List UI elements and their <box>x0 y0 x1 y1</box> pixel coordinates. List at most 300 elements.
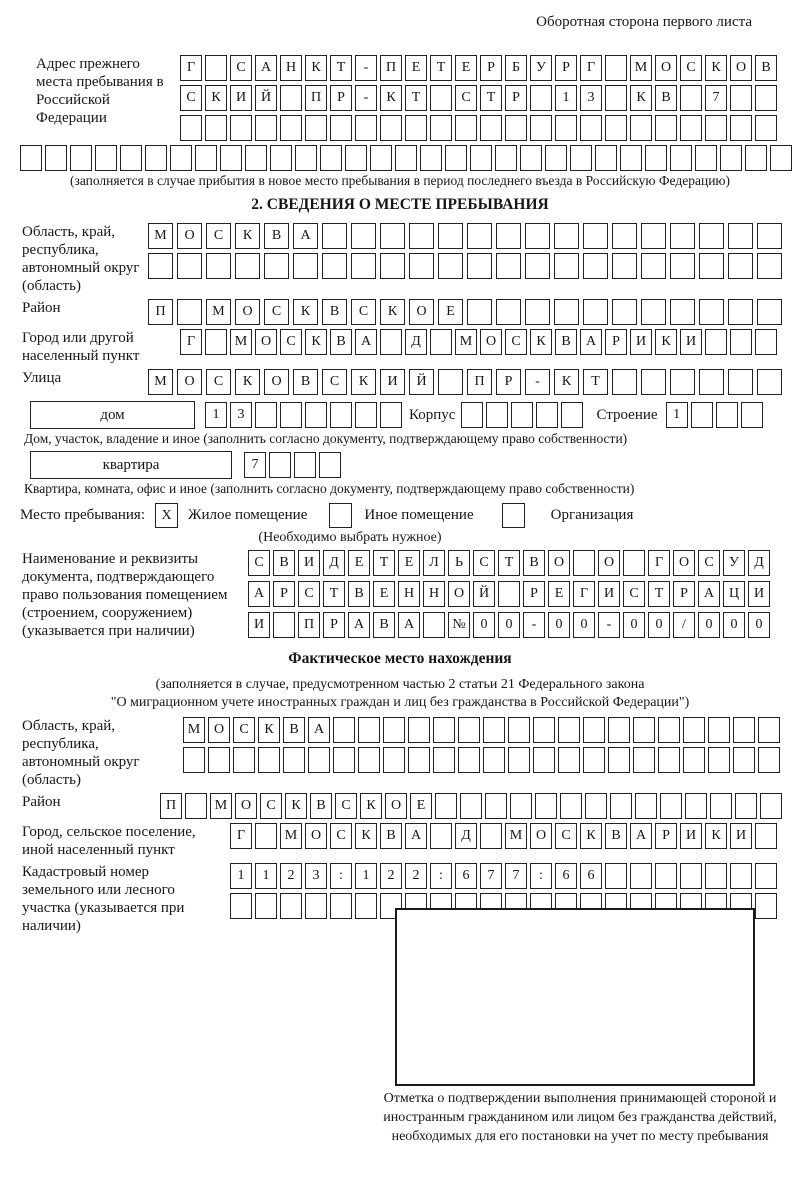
char-cell[interactable]: И <box>630 329 652 355</box>
char-cell[interactable]: 0 <box>698 612 720 638</box>
char-cell[interactable] <box>295 145 317 171</box>
char-cell[interactable]: М <box>206 299 231 325</box>
char-cell[interactable] <box>728 253 753 279</box>
char-cell[interactable] <box>757 253 782 279</box>
char-cell[interactable]: Д <box>455 823 477 849</box>
char-cell[interactable]: С <box>206 223 231 249</box>
char-cell[interactable] <box>185 793 207 819</box>
char-cell[interactable] <box>545 145 567 171</box>
char-cell[interactable]: Е <box>410 793 432 819</box>
char-cell[interactable] <box>605 85 627 111</box>
char-cell[interactable] <box>177 253 202 279</box>
char-cell[interactable] <box>405 115 427 141</box>
char-cell[interactable] <box>558 717 580 743</box>
char-cell[interactable]: Е <box>373 581 395 607</box>
char-cell[interactable] <box>633 717 655 743</box>
char-cell[interactable] <box>380 115 402 141</box>
char-cell[interactable] <box>755 115 777 141</box>
char-cell[interactable]: Й <box>255 85 277 111</box>
char-cell[interactable] <box>755 329 777 355</box>
char-cell[interactable]: 0 <box>723 612 745 638</box>
char-cell[interactable] <box>383 747 405 773</box>
char-cell[interactable] <box>511 402 533 428</box>
char-cell[interactable] <box>554 299 579 325</box>
char-cell[interactable]: 6 <box>580 863 602 889</box>
char-cell[interactable]: А <box>293 223 318 249</box>
char-cell[interactable] <box>438 253 463 279</box>
char-cell[interactable] <box>430 115 452 141</box>
char-cell[interactable] <box>205 55 227 81</box>
char-cell[interactable]: С <box>280 329 302 355</box>
char-cell[interactable]: Р <box>655 823 677 849</box>
char-cell[interactable]: М <box>505 823 527 849</box>
char-cell[interactable] <box>735 793 757 819</box>
char-cell[interactable]: С <box>264 299 289 325</box>
char-cell[interactable]: С <box>330 823 352 849</box>
checkbox-organization[interactable] <box>502 503 525 528</box>
char-cell[interactable] <box>496 299 521 325</box>
char-cell[interactable] <box>660 793 682 819</box>
char-cell[interactable]: А <box>580 329 602 355</box>
char-cell[interactable]: В <box>273 550 295 576</box>
char-cell[interactable] <box>273 612 295 638</box>
char-cell[interactable]: - <box>598 612 620 638</box>
char-cell[interactable]: С <box>260 793 282 819</box>
char-cell[interactable] <box>755 893 777 919</box>
char-cell[interactable]: 0 <box>573 612 595 638</box>
char-cell[interactable] <box>730 863 752 889</box>
char-cell[interactable] <box>630 115 652 141</box>
char-cell[interactable] <box>145 145 167 171</box>
char-cell[interactable] <box>205 115 227 141</box>
char-cell[interactable]: Д <box>405 329 427 355</box>
char-cell[interactable]: И <box>248 612 270 638</box>
char-cell[interactable]: Г <box>648 550 670 576</box>
char-cell[interactable]: К <box>205 85 227 111</box>
char-cell[interactable] <box>320 145 342 171</box>
char-cell[interactable]: О <box>235 299 260 325</box>
char-cell[interactable] <box>467 223 492 249</box>
char-cell[interactable]: С <box>555 823 577 849</box>
char-cell[interactable]: Д <box>748 550 770 576</box>
char-cell[interactable] <box>708 717 730 743</box>
char-cell[interactable] <box>585 793 607 819</box>
char-cell[interactable]: О <box>598 550 620 576</box>
char-cell[interactable]: 3 <box>305 863 327 889</box>
char-cell[interactable] <box>630 863 652 889</box>
char-cell[interactable] <box>699 223 724 249</box>
char-cell[interactable] <box>554 223 579 249</box>
char-cell[interactable]: Р <box>496 369 521 395</box>
char-cell[interactable] <box>755 85 777 111</box>
char-cell[interactable] <box>233 747 255 773</box>
char-cell[interactable] <box>409 223 434 249</box>
char-cell[interactable]: Б <box>505 55 527 81</box>
char-cell[interactable] <box>633 747 655 773</box>
char-cell[interactable] <box>255 402 277 428</box>
char-cell[interactable] <box>330 893 352 919</box>
char-cell[interactable]: Т <box>373 550 395 576</box>
char-cell[interactable] <box>530 115 552 141</box>
char-cell[interactable] <box>612 369 637 395</box>
char-cell[interactable]: М <box>183 717 205 743</box>
char-cell[interactable] <box>430 85 452 111</box>
char-cell[interactable]: В <box>655 85 677 111</box>
char-cell[interactable] <box>330 402 352 428</box>
char-cell[interactable]: У <box>723 550 745 576</box>
char-cell[interactable] <box>525 253 550 279</box>
char-cell[interactable] <box>536 402 558 428</box>
char-cell[interactable] <box>496 253 521 279</box>
char-cell[interactable] <box>280 85 302 111</box>
char-cell[interactable]: В <box>755 55 777 81</box>
char-cell[interactable]: М <box>280 823 302 849</box>
char-cell[interactable]: А <box>698 581 720 607</box>
char-cell[interactable] <box>455 115 477 141</box>
char-cell[interactable] <box>480 115 502 141</box>
char-cell[interactable] <box>705 329 727 355</box>
char-cell[interactable]: Н <box>398 581 420 607</box>
char-cell[interactable]: О <box>448 581 470 607</box>
char-cell[interactable]: К <box>235 223 260 249</box>
char-cell[interactable]: В <box>605 823 627 849</box>
char-cell[interactable] <box>608 717 630 743</box>
char-cell[interactable] <box>280 402 302 428</box>
char-cell[interactable] <box>355 893 377 919</box>
char-cell[interactable] <box>430 823 452 849</box>
checkbox-other-premises[interactable] <box>329 503 352 528</box>
char-cell[interactable]: О <box>177 369 202 395</box>
char-cell[interactable] <box>351 253 376 279</box>
char-cell[interactable]: С <box>351 299 376 325</box>
char-cell[interactable] <box>728 299 753 325</box>
char-cell[interactable]: Г <box>230 823 252 849</box>
char-cell[interactable] <box>458 747 480 773</box>
char-cell[interactable]: С <box>680 55 702 81</box>
char-cell[interactable] <box>330 115 352 141</box>
char-cell[interactable]: В <box>330 329 352 355</box>
char-cell[interactable]: А <box>355 329 377 355</box>
char-cell[interactable]: Е <box>548 581 570 607</box>
char-cell[interactable]: Е <box>348 550 370 576</box>
char-cell[interactable]: С <box>473 550 495 576</box>
char-cell[interactable] <box>380 329 402 355</box>
char-cell[interactable]: К <box>705 823 727 849</box>
char-cell[interactable]: О <box>264 369 289 395</box>
char-cell[interactable] <box>438 223 463 249</box>
char-cell[interactable]: 1 <box>230 863 252 889</box>
char-cell[interactable] <box>770 145 792 171</box>
char-cell[interactable] <box>583 747 605 773</box>
char-cell[interactable] <box>510 793 532 819</box>
char-cell[interactable] <box>758 747 780 773</box>
char-cell[interactable] <box>641 369 666 395</box>
char-cell[interactable]: С <box>180 85 202 111</box>
char-cell[interactable]: М <box>148 369 173 395</box>
char-cell[interactable]: К <box>630 85 652 111</box>
char-cell[interactable]: К <box>258 717 280 743</box>
char-cell[interactable]: П <box>160 793 182 819</box>
char-cell[interactable] <box>670 145 692 171</box>
char-cell[interactable]: С <box>233 717 255 743</box>
char-cell[interactable]: С <box>206 369 231 395</box>
char-cell[interactable] <box>433 717 455 743</box>
char-cell[interactable] <box>705 115 727 141</box>
char-cell[interactable]: А <box>308 717 330 743</box>
char-cell[interactable] <box>380 253 405 279</box>
char-cell[interactable]: К <box>351 369 376 395</box>
char-cell[interactable]: Ь <box>448 550 470 576</box>
char-cell[interactable]: О <box>730 55 752 81</box>
char-cell[interactable] <box>435 793 457 819</box>
char-cell[interactable]: О <box>255 329 277 355</box>
char-cell[interactable] <box>470 145 492 171</box>
char-cell[interactable]: Е <box>398 550 420 576</box>
char-cell[interactable]: Д <box>323 550 345 576</box>
char-cell[interactable] <box>235 253 260 279</box>
char-cell[interactable]: В <box>555 329 577 355</box>
char-cell[interactable] <box>623 550 645 576</box>
char-cell[interactable] <box>730 85 752 111</box>
char-cell[interactable]: П <box>148 299 173 325</box>
char-cell[interactable] <box>730 329 752 355</box>
char-cell[interactable]: 1 <box>255 863 277 889</box>
char-cell[interactable]: И <box>730 823 752 849</box>
char-cell[interactable] <box>758 717 780 743</box>
char-cell[interactable] <box>45 145 67 171</box>
char-cell[interactable] <box>20 145 42 171</box>
char-cell[interactable]: О <box>409 299 434 325</box>
char-cell[interactable]: А <box>348 612 370 638</box>
char-cell[interactable] <box>583 253 608 279</box>
char-cell[interactable] <box>308 747 330 773</box>
char-cell[interactable] <box>573 550 595 576</box>
char-cell[interactable]: К <box>380 85 402 111</box>
char-cell[interactable]: 0 <box>498 612 520 638</box>
char-cell[interactable] <box>520 145 542 171</box>
char-cell[interactable]: К <box>285 793 307 819</box>
char-cell[interactable] <box>245 145 267 171</box>
char-cell[interactable] <box>408 747 430 773</box>
char-cell[interactable] <box>757 369 782 395</box>
char-cell[interactable] <box>358 717 380 743</box>
char-cell[interactable]: О <box>530 823 552 849</box>
char-cell[interactable]: И <box>748 581 770 607</box>
char-cell[interactable] <box>395 145 417 171</box>
char-cell[interactable] <box>554 253 579 279</box>
char-cell[interactable]: М <box>455 329 477 355</box>
char-cell[interactable] <box>355 402 377 428</box>
char-cell[interactable] <box>733 747 755 773</box>
apartment-box[interactable]: квартира <box>30 451 232 479</box>
checkbox-residential[interactable]: X <box>155 503 178 528</box>
char-cell[interactable] <box>408 717 430 743</box>
char-cell[interactable] <box>755 823 777 849</box>
char-cell[interactable]: О <box>480 329 502 355</box>
char-cell[interactable]: М <box>210 793 232 819</box>
char-cell[interactable] <box>708 747 730 773</box>
char-cell[interactable]: 1 <box>355 863 377 889</box>
char-cell[interactable] <box>670 253 695 279</box>
char-cell[interactable] <box>420 145 442 171</box>
char-cell[interactable]: 1 <box>666 402 688 428</box>
char-cell[interactable]: П <box>305 85 327 111</box>
char-cell[interactable]: И <box>298 550 320 576</box>
char-cell[interactable] <box>757 223 782 249</box>
char-cell[interactable] <box>280 115 302 141</box>
char-cell[interactable]: Й <box>409 369 434 395</box>
char-cell[interactable]: Е <box>438 299 463 325</box>
char-cell[interactable]: К <box>530 329 552 355</box>
char-cell[interactable]: К <box>655 329 677 355</box>
char-cell[interactable] <box>695 145 717 171</box>
char-cell[interactable] <box>645 145 667 171</box>
char-cell[interactable] <box>409 253 434 279</box>
char-cell[interactable] <box>461 402 483 428</box>
char-cell[interactable]: Р <box>673 581 695 607</box>
char-cell[interactable]: Р <box>273 581 295 607</box>
char-cell[interactable] <box>605 115 627 141</box>
char-cell[interactable] <box>495 145 517 171</box>
char-cell[interactable]: К <box>305 55 327 81</box>
char-cell[interactable]: Й <box>473 581 495 607</box>
char-cell[interactable]: 0 <box>473 612 495 638</box>
char-cell[interactable]: В <box>293 369 318 395</box>
char-cell[interactable] <box>358 747 380 773</box>
char-cell[interactable] <box>483 717 505 743</box>
char-cell[interactable]: Е <box>405 55 427 81</box>
char-cell[interactable] <box>583 717 605 743</box>
char-cell[interactable] <box>351 223 376 249</box>
char-cell[interactable] <box>691 402 713 428</box>
char-cell[interactable]: В <box>523 550 545 576</box>
char-cell[interactable] <box>570 145 592 171</box>
char-cell[interactable]: Р <box>480 55 502 81</box>
char-cell[interactable]: 1 <box>555 85 577 111</box>
char-cell[interactable] <box>423 612 445 638</box>
char-cell[interactable] <box>680 85 702 111</box>
char-cell[interactable] <box>486 402 508 428</box>
char-cell[interactable] <box>496 223 521 249</box>
char-cell[interactable]: И <box>230 85 252 111</box>
char-cell[interactable]: М <box>230 329 252 355</box>
char-cell[interactable] <box>583 299 608 325</box>
char-cell[interactable] <box>533 717 555 743</box>
char-cell[interactable] <box>322 253 347 279</box>
char-cell[interactable] <box>608 747 630 773</box>
char-cell[interactable]: Т <box>583 369 608 395</box>
char-cell[interactable]: О <box>673 550 695 576</box>
char-cell[interactable]: 6 <box>555 863 577 889</box>
char-cell[interactable] <box>319 452 341 478</box>
char-cell[interactable]: В <box>322 299 347 325</box>
char-cell[interactable]: Т <box>480 85 502 111</box>
char-cell[interactable]: О <box>305 823 327 849</box>
char-cell[interactable]: В <box>380 823 402 849</box>
char-cell[interactable]: О <box>235 793 257 819</box>
char-cell[interactable] <box>612 299 637 325</box>
char-cell[interactable] <box>280 893 302 919</box>
char-cell[interactable]: К <box>355 823 377 849</box>
char-cell[interactable] <box>195 145 217 171</box>
char-cell[interactable]: : <box>530 863 552 889</box>
char-cell[interactable]: : <box>430 863 452 889</box>
char-cell[interactable]: - <box>355 85 377 111</box>
char-cell[interactable] <box>255 823 277 849</box>
char-cell[interactable] <box>699 253 724 279</box>
char-cell[interactable]: О <box>548 550 570 576</box>
char-cell[interactable]: - <box>355 55 377 81</box>
char-cell[interactable] <box>583 223 608 249</box>
char-cell[interactable] <box>498 581 520 607</box>
char-cell[interactable] <box>530 85 552 111</box>
char-cell[interactable]: К <box>554 369 579 395</box>
char-cell[interactable] <box>467 253 492 279</box>
char-cell[interactable] <box>641 223 666 249</box>
char-cell[interactable] <box>458 717 480 743</box>
char-cell[interactable] <box>438 369 463 395</box>
char-cell[interactable]: О <box>177 223 202 249</box>
char-cell[interactable] <box>745 145 767 171</box>
char-cell[interactable] <box>620 145 642 171</box>
char-cell[interactable] <box>683 747 705 773</box>
char-cell[interactable] <box>345 145 367 171</box>
char-cell[interactable] <box>730 115 752 141</box>
char-cell[interactable] <box>508 747 530 773</box>
char-cell[interactable]: 2 <box>380 863 402 889</box>
char-cell[interactable]: № <box>448 612 470 638</box>
char-cell[interactable]: М <box>148 223 173 249</box>
char-cell[interactable]: 1 <box>205 402 227 428</box>
char-cell[interactable]: : <box>330 863 352 889</box>
char-cell[interactable]: Г <box>573 581 595 607</box>
char-cell[interactable] <box>685 793 707 819</box>
char-cell[interactable] <box>283 747 305 773</box>
char-cell[interactable] <box>733 717 755 743</box>
char-cell[interactable]: У <box>530 55 552 81</box>
char-cell[interactable] <box>683 717 705 743</box>
char-cell[interactable]: К <box>360 793 382 819</box>
char-cell[interactable]: - <box>523 612 545 638</box>
char-cell[interactable] <box>70 145 92 171</box>
char-cell[interactable] <box>655 115 677 141</box>
char-cell[interactable]: С <box>623 581 645 607</box>
char-cell[interactable] <box>355 115 377 141</box>
char-cell[interactable]: 7 <box>705 85 727 111</box>
char-cell[interactable] <box>605 863 627 889</box>
house-box[interactable]: дом <box>30 401 195 429</box>
char-cell[interactable]: 6 <box>455 863 477 889</box>
char-cell[interactable] <box>757 299 782 325</box>
char-cell[interactable] <box>220 145 242 171</box>
char-cell[interactable]: 0 <box>548 612 570 638</box>
char-cell[interactable]: О <box>208 717 230 743</box>
char-cell[interactable]: С <box>248 550 270 576</box>
char-cell[interactable] <box>430 329 452 355</box>
char-cell[interactable] <box>255 115 277 141</box>
char-cell[interactable] <box>655 863 677 889</box>
char-cell[interactable] <box>322 223 347 249</box>
char-cell[interactable]: 0 <box>748 612 770 638</box>
char-cell[interactable] <box>741 402 763 428</box>
char-cell[interactable] <box>230 115 252 141</box>
char-cell[interactable]: 7 <box>244 452 266 478</box>
char-cell[interactable] <box>230 893 252 919</box>
char-cell[interactable] <box>467 299 492 325</box>
char-cell[interactable] <box>270 145 292 171</box>
char-cell[interactable] <box>612 223 637 249</box>
char-cell[interactable] <box>258 747 280 773</box>
